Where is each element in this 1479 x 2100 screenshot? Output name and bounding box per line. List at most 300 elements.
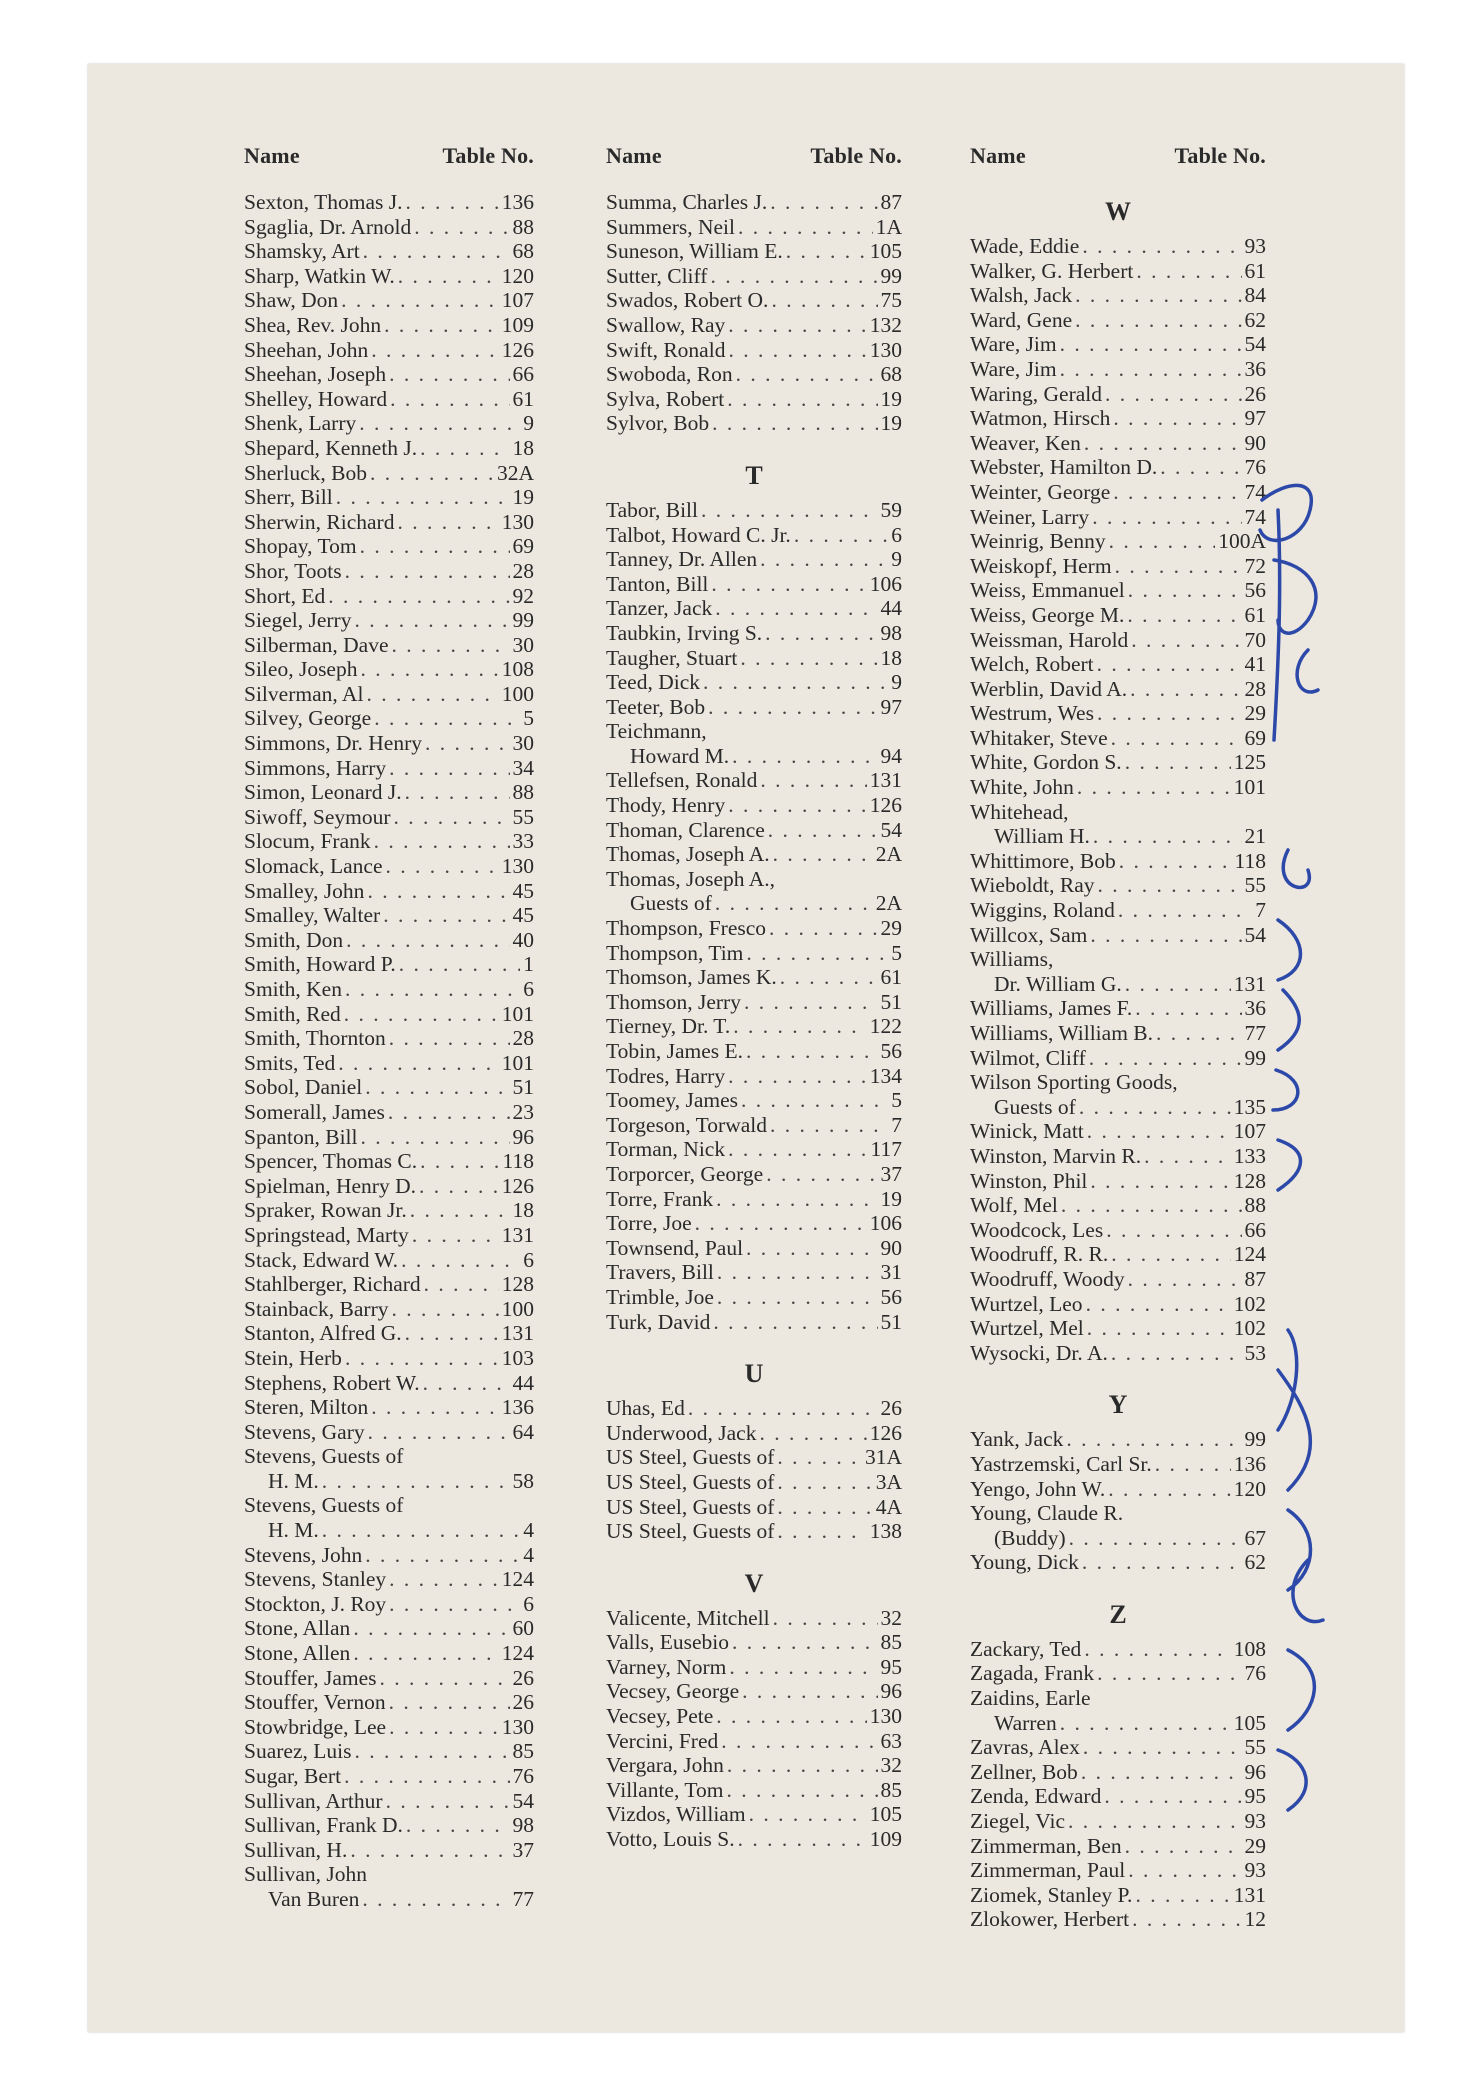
guest-name: Sullivan, John: [244, 1862, 368, 1887]
guest-name: Swallow, Ray: [606, 312, 726, 337]
guest-name: Siwoff, Seymour: [244, 804, 391, 829]
guest-name: Sharp, Watkin W.: [244, 263, 395, 288]
list-item: [970, 1119, 1266, 1144]
list-item: [606, 1310, 902, 1335]
guest-name: Vecsey, George: [606, 1679, 740, 1704]
table-number: 105: [1233, 1710, 1266, 1735]
leader-dots: [390, 387, 509, 412]
list-item: [606, 215, 902, 240]
table-number: 6: [523, 1591, 534, 1616]
list-item: [606, 1039, 902, 1064]
guest-name: Weiskopf, Herm: [970, 553, 1112, 578]
table-number: 125: [1233, 750, 1266, 775]
guest-name: Dr. William G.: [994, 971, 1122, 996]
guest-name: Wieboldt, Ray: [970, 873, 1095, 898]
leader-dots: [392, 1297, 499, 1322]
table-number: 108: [501, 657, 534, 682]
table-number: 30: [512, 731, 534, 756]
leader-dots: [388, 1100, 510, 1125]
list-item: [606, 1162, 902, 1187]
guest-name: Ward, Gene: [970, 307, 1073, 332]
section-letter: Z: [1109, 1599, 1127, 1629]
column-header: [244, 142, 534, 190]
table-number: 5: [523, 706, 534, 731]
list-item: [606, 1519, 902, 1544]
leader-dots: [777, 1519, 866, 1544]
leader-dots: [780, 965, 878, 990]
list-item: [606, 1802, 902, 1827]
list-item: [244, 682, 534, 707]
leader-dots: [420, 436, 509, 461]
guest-name: Van Buren: [268, 1886, 360, 1911]
list-item: [606, 1827, 902, 1852]
table-number: 4: [523, 1542, 534, 1567]
list-item: [970, 996, 1266, 1021]
leader-dots: [1082, 234, 1241, 259]
leader-dots: [1092, 505, 1241, 530]
leader-dots: [769, 916, 877, 941]
guest-name: Tanzer, Jack: [606, 596, 713, 621]
leader-dots: [1155, 1452, 1231, 1477]
leader-dots: [365, 1075, 509, 1100]
list-item: [970, 1501, 1266, 1526]
guest-name: Shaw, Don: [244, 288, 339, 313]
table-number: 109: [869, 1827, 902, 1852]
table-no-header: Table No.: [442, 143, 534, 168]
table-number: 103: [501, 1345, 534, 1370]
list-item: [970, 1834, 1266, 1859]
list-item: [244, 215, 534, 240]
leader-dots: [370, 461, 494, 486]
list-item: [244, 1371, 534, 1396]
guest-name: Zenda, Edward: [970, 1784, 1102, 1809]
list-item: [244, 608, 534, 633]
leader-dots: [717, 1260, 878, 1285]
guest-name: (Buddy): [994, 1525, 1066, 1550]
list-item: [244, 780, 534, 805]
table-number: 93: [1244, 234, 1266, 258]
guest-name: US Steel, Guests of: [606, 1445, 775, 1470]
list-item: [606, 1778, 902, 1803]
guest-name: Waring, Gerald: [970, 381, 1102, 406]
table-number: 118: [502, 1149, 534, 1174]
table-number: 96: [1244, 1759, 1266, 1784]
leader-dots: [786, 239, 867, 264]
leader-dots: [1115, 554, 1242, 579]
leader-dots: [1084, 431, 1242, 456]
guest-name: Sexton, Thomas J.: [244, 190, 403, 214]
table-number: 51: [880, 1309, 902, 1334]
list-item: [606, 1421, 902, 1446]
guest-name: Weissman, Harold: [970, 627, 1129, 652]
leader-dots: [336, 485, 510, 510]
table-number: 93: [1244, 1858, 1266, 1883]
leader-dots: [1132, 1907, 1241, 1932]
table-number: 99: [880, 263, 902, 288]
table-number: 19: [880, 1186, 902, 1211]
list-item: [970, 800, 1266, 825]
list-item: [970, 259, 1266, 284]
table-number: 122: [869, 1014, 902, 1039]
guest-name: Sherwin, Richard: [244, 509, 395, 534]
guest-name: Yengo, John W.: [970, 1476, 1106, 1501]
guest-name: Smith, Ken: [244, 977, 342, 1001]
guest-name: Williams,: [970, 947, 1054, 972]
leader-dots: [360, 1125, 509, 1150]
leader-dots: [736, 362, 878, 387]
table-number: 126: [869, 1420, 902, 1445]
table-number: 124: [501, 1641, 534, 1666]
list-item: [970, 603, 1266, 628]
guest-name: Villante, Tom: [606, 1777, 724, 1802]
leader-dots: [1125, 750, 1231, 775]
table-number: 118: [1234, 848, 1266, 873]
table-number: 29: [880, 916, 902, 941]
leader-dots: [1111, 1341, 1242, 1366]
leader-dots: [729, 1655, 877, 1680]
section-letter: U: [744, 1359, 764, 1389]
leader-dots: [1086, 1292, 1231, 1317]
leader-dots: [412, 1223, 499, 1248]
leader-dots: [398, 264, 499, 289]
leader-dots: [414, 215, 509, 240]
guest-name: Smalley, Walter: [244, 903, 381, 928]
guest-name: Stephens, Robert W.: [244, 1370, 420, 1395]
list-item: [244, 1789, 534, 1814]
list-item: [606, 867, 902, 892]
table-number: 72: [1244, 553, 1266, 578]
guest-name: Thody, Henry: [606, 793, 726, 818]
leader-dots: [768, 818, 878, 843]
leader-dots: [1075, 283, 1241, 308]
table-number: 108: [1233, 1636, 1266, 1661]
guest-name: Stowbridge, Lee: [244, 1714, 387, 1739]
guest-name: Underwood, Jack: [606, 1420, 757, 1445]
leader-dots: [405, 780, 510, 805]
guest-name: Simmons, Dr. Henry: [244, 731, 422, 756]
leader-dots: [1082, 1550, 1242, 1575]
leader-dots: [419, 1174, 499, 1199]
list-item: [970, 1637, 1266, 1662]
table-number: 56: [1244, 578, 1266, 603]
guest-name: Slocum, Frank: [244, 829, 371, 854]
list-item: [606, 387, 902, 412]
list-item: [244, 584, 534, 609]
table-number: 56: [880, 1284, 902, 1309]
leader-dots: [386, 854, 499, 879]
list-item: [606, 842, 902, 867]
leader-dots: [322, 1469, 510, 1494]
table-number: 124: [1233, 1242, 1266, 1267]
guest-name: Walker, G. Herbert: [970, 258, 1134, 283]
leader-dots: [732, 744, 877, 769]
table-number: 130: [501, 1714, 534, 1739]
table-number: 32: [880, 1753, 902, 1778]
list-item: [244, 706, 534, 731]
table-number: 28: [1244, 676, 1266, 701]
table-number: 1A: [875, 214, 902, 239]
list-item: [970, 357, 1266, 382]
list-item: [970, 1427, 1266, 1452]
guest-name: Werblin, David A.: [970, 676, 1128, 701]
list-item: [244, 879, 534, 904]
list-item: [606, 1260, 902, 1285]
list-item: [244, 1690, 534, 1715]
guest-name: Votto, Louis S.: [606, 1827, 735, 1852]
leader-dots: [716, 1187, 877, 1212]
list-item: [606, 1729, 902, 1754]
guest-name: Weiss, Emmanuel: [970, 578, 1125, 603]
list-item: [244, 1395, 534, 1420]
leader-dots: [1128, 1267, 1242, 1292]
guest-name: Woodcock, Les: [970, 1217, 1104, 1242]
list-item: [244, 1543, 534, 1568]
table-number: 61: [1244, 258, 1266, 283]
guest-name: Silverman, Al: [244, 681, 364, 706]
guest-name: Howard M.: [630, 743, 730, 768]
leader-dots: [1131, 628, 1241, 653]
table-number: 131: [501, 1321, 534, 1346]
column-3: [970, 142, 1266, 1932]
guest-name: Thomas, Joseph A.: [606, 842, 770, 867]
guest-name: Sobol, Daniel: [244, 1075, 363, 1100]
table-number: 132: [869, 312, 902, 337]
list-item: [970, 750, 1266, 775]
table-number: 6: [523, 977, 534, 1001]
guest-name: Spielman, Henry D.: [244, 1173, 416, 1198]
guest-name: Sylva, Robert: [606, 386, 725, 411]
list-item: [606, 1285, 902, 1310]
list-item: [244, 1567, 534, 1592]
list-item: [244, 338, 534, 363]
guest-name: Shor, Toots: [244, 558, 342, 583]
guest-name: Valls, Eusebio: [606, 1630, 730, 1655]
list-item: [606, 1211, 902, 1236]
list-item: [244, 239, 534, 264]
guest-name: Warren: [994, 1710, 1057, 1735]
list-item: [970, 283, 1266, 308]
table-number: 87: [880, 190, 902, 214]
list-item: [244, 190, 534, 215]
list-item: [970, 1526, 1266, 1551]
list-item: [244, 510, 534, 535]
guest-name: White, Gordon S.: [970, 750, 1122, 775]
list-item: [970, 1316, 1266, 1341]
leader-dots: [363, 239, 510, 264]
guest-name: Ziomek, Stanley P.: [970, 1882, 1133, 1907]
leader-dots: [717, 1285, 878, 1310]
leader-dots: [353, 1616, 509, 1641]
guest-name: Smith, Thornton: [244, 1026, 386, 1051]
list-item: [244, 1764, 534, 1789]
table-number: 51: [880, 989, 902, 1014]
table-number: 68: [512, 239, 534, 264]
guest-name: Stouffer, James: [244, 1665, 377, 1690]
leader-dots: [712, 411, 877, 436]
guest-name: Yank, Jack: [970, 1427, 1064, 1452]
leader-dots: [354, 1739, 509, 1764]
guest-name: Shea, Rev. John: [244, 312, 382, 337]
leader-dots: [1084, 1637, 1230, 1662]
leader-dots: [1081, 1760, 1242, 1785]
guest-name: Weinter, George: [970, 479, 1111, 504]
leader-dots: [1060, 332, 1242, 357]
table-number: 21: [1244, 824, 1266, 849]
table-number: 95: [1244, 1784, 1266, 1809]
list-item: [606, 793, 902, 818]
leader-dots: [749, 1802, 867, 1827]
table-number: 90: [1244, 430, 1266, 455]
table-number: 2A: [875, 842, 902, 867]
table-number: 76: [1244, 1661, 1266, 1686]
leader-dots: [1087, 1316, 1231, 1341]
leader-dots: [345, 559, 510, 584]
table-number: 32: [880, 1605, 902, 1630]
guest-name: Stahlberger, Richard: [244, 1272, 421, 1297]
leader-dots: [715, 596, 877, 621]
leader-dots: [1087, 1119, 1231, 1144]
guest-name: US Steel, Guests of: [606, 1494, 775, 1519]
leader-dots: [344, 1764, 509, 1789]
list-item: [970, 554, 1266, 579]
guest-name: Stouffer, Vernon: [244, 1690, 386, 1715]
list-item: [606, 288, 902, 313]
table-number: 100: [501, 681, 534, 706]
table-number: 97: [1244, 406, 1266, 431]
leader-dots: [727, 387, 877, 412]
table-number: 26: [512, 1665, 534, 1690]
list-item: [244, 756, 534, 781]
table-number: 63: [880, 1728, 902, 1753]
list-item: [606, 744, 902, 769]
list-item: [244, 1666, 534, 1691]
leader-dots: [365, 1543, 520, 1568]
leader-dots: [397, 510, 498, 535]
guest-name: Weiner, Larry: [970, 504, 1090, 529]
table-number: 128: [1233, 1168, 1266, 1193]
guest-name: Wysocki, Dr. A.: [970, 1340, 1108, 1365]
leader-dots: [701, 498, 878, 523]
leader-dots: [394, 805, 510, 830]
column-2: [606, 142, 902, 1852]
list-item: [606, 523, 902, 548]
name-header: Name: [606, 143, 662, 168]
guest-name: US Steel, Guests of: [606, 1519, 775, 1544]
leader-dots: [1113, 406, 1241, 431]
list-item: [970, 824, 1266, 849]
guest-name: Sherr, Bill: [244, 485, 333, 510]
guest-name: Shelley, Howard: [244, 386, 388, 411]
list-item: [244, 1174, 534, 1199]
list-item: [606, 670, 902, 695]
guest-name: Yastrzemski, Carl Sr.: [970, 1451, 1152, 1476]
guest-name: Guests of: [630, 891, 712, 916]
guest-name: Suarez, Luis: [244, 1739, 352, 1764]
guest-name: Shamsky, Art: [244, 239, 360, 264]
leader-dots: [1060, 1711, 1231, 1736]
leader-dots: [703, 670, 888, 695]
list-item: [970, 1858, 1266, 1883]
guest-name: Sylvor, Bob: [606, 411, 710, 436]
table-number: 54: [1244, 332, 1266, 357]
table-number: 130: [501, 854, 534, 879]
list-item: [970, 701, 1266, 726]
list-item: [606, 338, 902, 363]
leader-dots: [371, 1395, 499, 1420]
leader-dots: [1068, 1809, 1241, 1834]
list-item: [606, 239, 902, 264]
table-number: 61: [880, 965, 902, 990]
list-item: [606, 916, 902, 941]
list-item: [244, 952, 534, 977]
list-item: [970, 431, 1266, 456]
list-item: [970, 308, 1266, 333]
guest-name: Sileo, Joseph: [244, 657, 358, 682]
leader-dots: [716, 1704, 866, 1729]
list-item: [244, 1346, 534, 1371]
guest-name: Weiss, George M.: [970, 602, 1125, 627]
table-number: 131: [1233, 1882, 1266, 1907]
list-item: [970, 1452, 1266, 1477]
list-item: [244, 264, 534, 289]
table-number: 1: [523, 952, 534, 977]
guest-name: Wolf, Mel: [970, 1193, 1058, 1218]
list-item: [244, 436, 534, 461]
guest-name: Thomson, Jerry: [606, 989, 741, 1014]
table-number: 134: [869, 1063, 902, 1088]
leader-dots: [713, 1310, 877, 1335]
table-number: 130: [869, 337, 902, 362]
table-number: 31: [880, 1260, 902, 1285]
list-item: [244, 387, 534, 412]
list-item: [606, 313, 902, 338]
list-item: [244, 1420, 534, 1445]
leader-dots: [1111, 1242, 1231, 1267]
table-number: 37: [880, 1161, 902, 1186]
leader-dots: [386, 1789, 510, 1814]
guest-name: Stone, Allan: [244, 1616, 351, 1641]
guest-name: Tobin, James E.: [606, 1039, 744, 1063]
table-number: 7: [1255, 898, 1266, 923]
guest-name: Swados, Robert O.: [606, 288, 769, 313]
table-number: 36: [1244, 996, 1266, 1021]
table-number: 19: [512, 485, 534, 510]
guest-name: Zagada, Frank: [970, 1661, 1095, 1686]
list-item: [244, 1051, 534, 1076]
list-item: [970, 898, 1266, 923]
leader-dots: [742, 1679, 877, 1704]
leader-dots: [733, 1014, 867, 1039]
table-number: 28: [512, 1026, 534, 1051]
list-item: [606, 1236, 902, 1261]
table-number: 68: [880, 362, 902, 387]
table-number: 107: [501, 288, 534, 313]
table-number: 105: [869, 1802, 902, 1827]
leader-dots: [1128, 578, 1242, 603]
guest-name: Steren, Milton: [244, 1395, 369, 1420]
guest-name: Thompson, Tim: [606, 940, 744, 965]
leader-dots: [360, 534, 510, 559]
leader-dots: [1097, 1661, 1241, 1686]
table-number: 44: [880, 596, 902, 621]
table-number: 88: [1244, 1193, 1266, 1218]
table-number: 100: [501, 1296, 534, 1321]
table-number: 138: [869, 1519, 902, 1544]
leader-dots: [1108, 1477, 1231, 1502]
guest-name: Teichmann,: [606, 719, 707, 744]
list-item: [970, 1686, 1266, 1711]
list-item: [244, 977, 534, 1002]
